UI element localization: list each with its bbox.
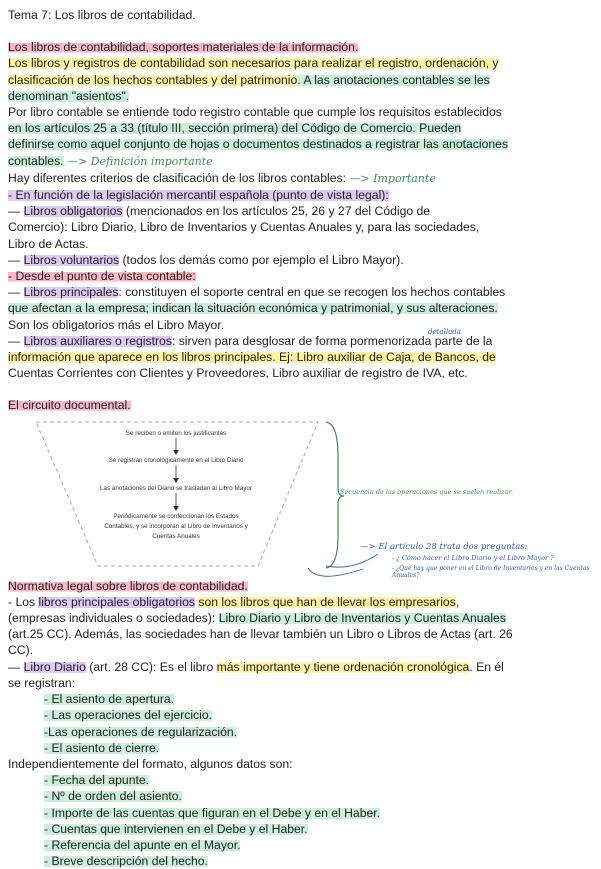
section-heading-circuito: El circuito documental. xyxy=(8,398,131,413)
normativa-line: - Los libros principales obligatorios son los libros que han de llevar los empresarios, xyxy=(8,594,460,609)
list-item: -Las operaciones de regularización. xyxy=(44,724,238,739)
list-item: - Nº de orden del asiento. xyxy=(44,789,182,804)
criteria-heading: - En función de la legislación mercantil española (punto de vista legal): xyxy=(8,188,389,203)
handwritten-note: Secuencia de las operaciones que se suelen realizar. xyxy=(340,487,514,496)
normativa-line: se registran: xyxy=(8,675,76,690)
list-item-cont: que afectan a la empresa; indican la situación económica y patrimonial, y sus alteraciones. xyxy=(8,301,498,316)
definition-line: clasificación de los hechos contables y del patrimonio. A las anotaciones contables se les xyxy=(8,72,490,87)
list-item-cont: Son los obligatorios más el Libro Mayor. xyxy=(8,317,225,332)
criteria-line: Hay diferentes criterios de clasificación de los libros contables: —> Importante xyxy=(8,170,436,185)
definition-line: denominan "asientos". xyxy=(8,88,130,103)
paragraph-line: definirse como aquel conjunto de hojas o documentos destinados a registrar las anotaciones xyxy=(8,137,508,152)
list-item: - El asiento de cierre. xyxy=(44,740,160,755)
paragraph-line: contables. —> Definición importante xyxy=(8,153,213,168)
handwritten-note: —> El artículo 28 trata dos preguntas: xyxy=(360,541,528,552)
handwritten-note: —> Definición importante xyxy=(66,154,213,168)
normativa-line: (art.25 CC). Además, las sociedades han de llevar también un Libro o Libros de Actas (art. 26 xyxy=(8,627,513,642)
list-item-cont: información que aparece en los libros principales. Ej: Libro auxiliar de Caja, de Bancos, de xyxy=(8,350,496,365)
diagram-step: Cuentas Anuales xyxy=(152,532,200,540)
document-page xyxy=(8,7,596,869)
diagram-step: Contables, y se incorporan al Libro de Inventarios y xyxy=(104,522,248,530)
list-item: - Cuentas que intervienen en el Debe y el Haber. xyxy=(44,821,308,836)
diagram-step: Se reciben o emiten los justificantes xyxy=(125,429,227,437)
list-item: — Libros auxiliares o registros: sirven para desglosar de forma pormenorizada parte de la detallada xyxy=(8,333,596,349)
list-item: - Las operaciones del ejercicio. xyxy=(44,708,213,723)
paragraph-line: Por libro contable se entiende todo registro contable que cumple los requisitos establecidos xyxy=(8,105,502,120)
list-item: — Libros voluntarios (todos los demás como por ejemplo el Libro Mayor). xyxy=(8,252,404,267)
section-heading-libros: Los libros de contabilidad, soportes materiales de la información. xyxy=(8,40,359,55)
list-item: - Referencia del apunte en el Mayor. xyxy=(44,837,241,852)
criteria-heading: - Desde el punto de vista contable: xyxy=(8,269,196,284)
circuit-diagram xyxy=(8,416,596,578)
list-item-cont: Comercio): Libro Diario, Libro de Inventarios y Cuentas Anuales y, para las sociedades, xyxy=(8,220,480,235)
normativa-line: — Libro Diario (art. 28 CC): Es el libro más importante y tiene ordenación cronológica. En él xyxy=(8,659,504,674)
handwritten-note: - ¿ Cómo hacer el Libro Diario y el Libro Mayor ? xyxy=(392,553,554,562)
section-heading-normativa: Normativa legal sobre libros de contabilidad. xyxy=(8,578,248,593)
list-item: — Libros obligatorios (mencionados en los artículos 25, 26 y 27 del Código de xyxy=(8,204,431,219)
normativa-line: CC). xyxy=(8,643,34,658)
definition-line: Los libros y registros de contabilidad son necesarios para realizar el registro, ordenación, y xyxy=(8,56,499,71)
diagram-step: Las anotaciones del Diario se trasladan al Libro Mayor xyxy=(100,484,252,492)
handwritten-note: —> Importante xyxy=(349,171,436,185)
list-item: — Libros principales: constituyen el soporte central en que se recogen los hechos contables xyxy=(8,285,506,300)
handwritten-note: - ¿Qué hay que poner en el Libro de Inventarios y en las Cuentas Anuales? xyxy=(392,564,590,579)
list-item: - Importe de las cuentas que figuran en el Debe y en el Haber. xyxy=(44,805,381,820)
paragraph-line: en los artículos 25 a 33 (título III, sección primera) del Código de Comercio. Pueden xyxy=(8,121,462,136)
list-item: - El asiento de apertura. xyxy=(44,692,175,707)
list-item: - Fecha del apunte. xyxy=(44,773,150,788)
diagram-step: Se registran cronológicamente en el Libro Diario xyxy=(108,456,244,464)
list-item-cont: Cuentas Corrientes con Clientes y Proveedores, Libro auxiliar de registro de IVA, etc. xyxy=(8,366,468,381)
list-item: - Breve descripción del hecho. xyxy=(44,854,208,869)
list-item-cont: Libro de Actas. xyxy=(8,236,89,251)
handwritten-note: detallada xyxy=(428,327,461,336)
doc-title: Tema 7: Los libros de contabilidad. xyxy=(8,8,196,22)
normativa-line: (empresas individuales o sociedades): Libro Diario y Libro de Inventarios y Cuentas Anuales xyxy=(8,611,506,626)
diagram-step: Periódicamente se confeccionan los Estados xyxy=(113,512,239,520)
normativa-line: Independientemente del formato, algunos datos son: xyxy=(8,756,293,771)
